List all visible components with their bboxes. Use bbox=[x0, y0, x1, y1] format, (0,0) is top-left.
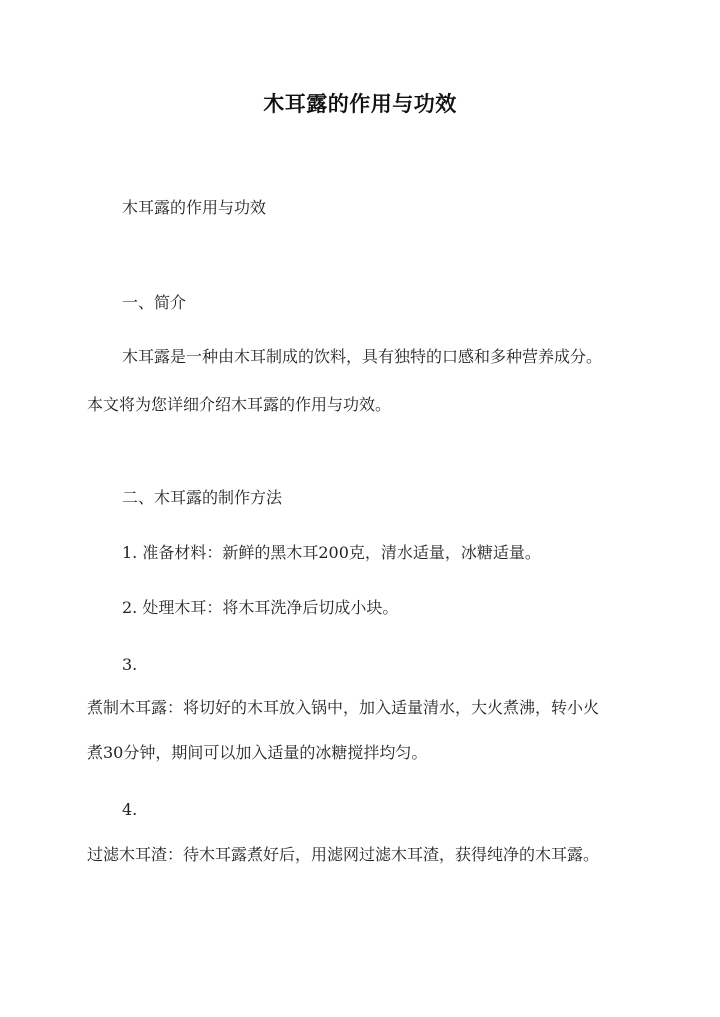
method-step-1: 1. 准备材料：新鲜的黑木耳200克，清水适量，冰糖适量。 bbox=[122, 543, 541, 562]
method-step-3-line-2: 煮30分钟，期间可以加入适量的冰糖搅拌均匀。 bbox=[87, 743, 428, 762]
method-step-2: 2. 处理木耳：将木耳洗净后切成小块。 bbox=[122, 598, 399, 617]
document-title: 木耳露的作用与功效 bbox=[263, 91, 457, 116]
method-step-4-number: 4. bbox=[122, 800, 138, 819]
section-heading-intro: 一、简介 bbox=[122, 293, 187, 312]
document-subtitle: 木耳露的作用与功效 bbox=[122, 198, 267, 217]
method-step-4-line-1: 过滤木耳渣：待木耳露煮好后，用滤网过滤木耳渣，获得纯净的木耳露。 bbox=[87, 845, 600, 864]
method-step-3-number: 3. bbox=[122, 655, 138, 674]
section-heading-method: 二、木耳露的制作方法 bbox=[122, 488, 283, 507]
intro-paragraph-line-2: 本文将为您详细介绍木耳露的作用与功效。 bbox=[87, 395, 392, 414]
method-step-3-line-1: 煮制木耳露：将切好的木耳放入锅中，加入适量清水，大火煮沸，转小火 bbox=[87, 698, 600, 717]
intro-paragraph-line-1: 木耳露是一种由木耳制成的饮料，具有独特的口感和多种营养成分。 bbox=[122, 347, 603, 366]
